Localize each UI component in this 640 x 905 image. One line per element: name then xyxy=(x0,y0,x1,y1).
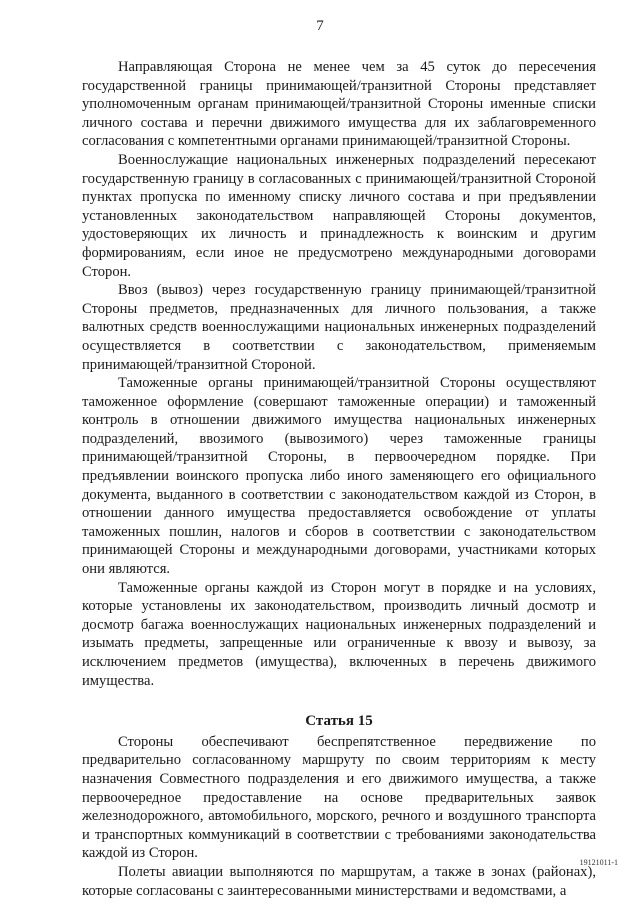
paragraph-border-crossing: Военнослужащие национальных инженерных подразделений пересекают государственную границу в согласованных с принимающей/транзитной Стороной пунктах пропуска по именному списку личного состава и при предъявлении установленных законодательством направляющей Стороны документов, удостоверяющих их личность и принадлежность к воинским и другим формированиям, если иное не предусмотрено международными договорами Сторон. xyxy=(82,151,596,280)
paragraph-list-submission: Направляющая Сторона не менее чем за 45 суток до пересечения государственной границы принимающей/транзитной Стороны представляет уполномоченным органам принимающей/транзитной Стороны именные списки личного состава и перечни движимого имущества для их заблаговременного согласования с компетентными органами принимающей/транзитной Стороны. xyxy=(82,59,596,150)
page-number: 7 xyxy=(316,18,324,34)
article-title: Статья 15 xyxy=(305,713,373,730)
paragraph-customs-inspection: Таможенные органы каждой из Сторон могут в порядке и на условиях, которые установлены их законодательством, производить личный досмотр и досмотр багажа военнослужащих национальных инженерных подразделений и изымать предметы, запрещенные или ограниченные к ввозу и вывозу, за исключением предметов (имущества), включенных в перечень движимого имущества. xyxy=(82,579,596,689)
document-body xyxy=(82,58,596,900)
paragraph-personal-items: Ввоз (вывоз) через государственную границу принимающей/транзитной Стороны предметов, предназначенных для личного пользования, а также валютных средств военнослужащими национальных инженерных подразделений осуществляется в соответствии с законодательством, применяемым принимающей/транзитной Стороной. xyxy=(82,282,596,373)
paragraph-free-movement: Стороны обеспечивают беспрепятственное передвижение по предварительно согласованному маршруту по своим территориям к месту назначения Совместного подразделения и его движимого имущества, а также первоочередное предоставление на основе предварительных заявок железнодорожного, автомобильного, морского, речного и воздушного транспорта и транспортных коммуникаций в соответствии с требованиями законодательства каждой из Сторон. xyxy=(82,733,596,862)
document-code: 19121011-1 xyxy=(579,858,618,867)
paragraph-aviation-flights: Полеты авиации выполняются по маршрутам, а также в зонах (районах), которые согласованы с заинтересованными министерствами и ведомствами, а xyxy=(82,863,596,899)
paragraph-customs-clearance: Таможенные органы принимающей/транзитной Стороны осуществляют таможенное оформление (совершают таможенные операции) и таможенный контроль в отношении движимого имущества национальных инженерных подразделений, ввозимого (вывозимого) через таможенные границы принимающей/транзитной Стороны, в первоочередном порядке. При предъявлении воинского пропуска либо иного заменяющего его официального документа, выданного в соответствии с законодательством каждой из Сторон, в отношении данного имущества предоставляется освобождение от уплаты таможенных пошлин, налогов и сборов в соответствии с законодательством принимающей Стороны и международными договорами, участниками которых они являются. xyxy=(82,375,596,578)
